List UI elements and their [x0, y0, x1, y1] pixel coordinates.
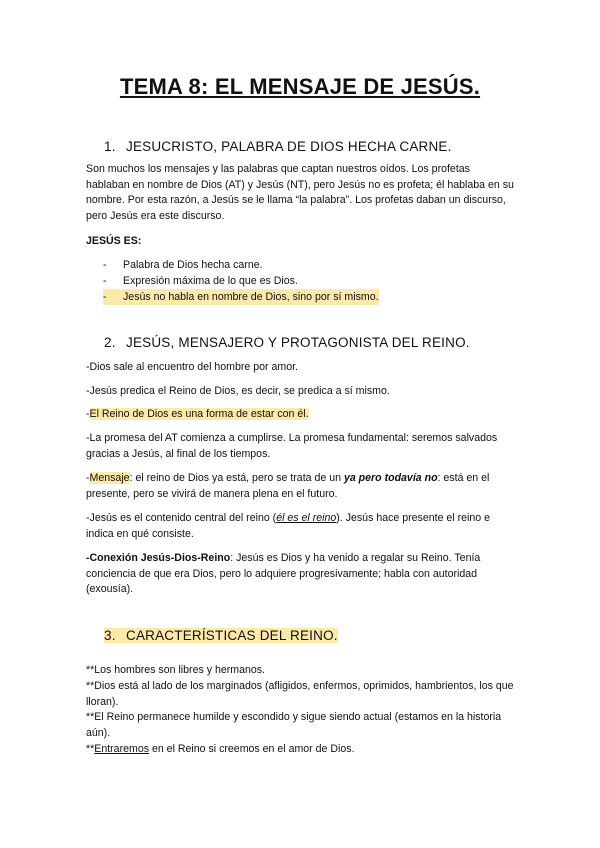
list-item: **El Reino permanece humilde y escondido y sigue siendo actual (estamos en la historia aún). — [86, 711, 502, 740]
list-item-highlighted: - Jesús no habla en nombre de Dios, sino por sí mismo. — [103, 291, 379, 303]
section-3-list — [86, 663, 516, 758]
section-2-heading-text: JESÚS, MENSAJERO Y PROTAGONISTA DEL REINO. — [126, 335, 470, 350]
section-2-line-2: -Jesús predica el Reino de Dios, es decir, se predica a sí mismo. — [86, 385, 390, 397]
section-2-line-3: -El Reino de Dios es una forma de estar con él. — [86, 408, 309, 420]
section-1-list — [103, 257, 513, 305]
list-item: - Palabra de Dios hecha carne. — [103, 259, 263, 271]
section-1-paragraph: Son muchos los mensajes y las palabras que captan nuestros oídos. Los profetas hablaban en nombre de Dios (AT) y Jesús (NT), pero Jesús no es profeta; él hablaba en su nombre. Por esta razón, a Jesús se le llama “la palabra”. Los profetas daban un discurso, pero Jesús era este discurso. — [86, 163, 514, 222]
list-item: **Entraremos en el Reino si creemos en el amor de Dios. — [86, 742, 355, 755]
section-2-line-6: -Jesús es el contenido central del reino (él es el reino). Jesús hace presente el reino e indica en qué consiste. — [86, 512, 490, 540]
section-2-line-7: -Conexión Jesús-Dios-Reino: Jesús es Dios y ha venido a regalar su Reino. Tenía conciencia de que era Dios, pero lo adquiere progresivamente; habla con autoridad (exousía). — [86, 552, 481, 595]
section-3-heading-highlight: 3. CARACTERÍSTICAS DEL REINO. — [104, 628, 338, 643]
highlighted-text: El Reino de Dios es una forma de estar con él. — [89, 408, 309, 420]
list-item: - Expresión máxima de lo que es Dios. — [103, 275, 298, 287]
section-2-line-4: -La promesa del AT comienza a cumplirse. La promesa fundamental: seremos salvados gracias a Jesús, al final de los tiempos. — [86, 432, 498, 460]
section-1-heading-text: JESUCRISTO, PALABRA DE DIOS HECHA CARNE. — [126, 139, 452, 154]
section-2-number: 2. — [104, 335, 116, 350]
list-item: **Los hombres son libres y hermanos. — [86, 664, 266, 676]
list-item: **Dios está al lado de los marginados (afligidos, enfermos, oprimidos, hambrientos, los que lloran). — [86, 679, 514, 708]
section-1-label: JESÚS ES: — [86, 235, 142, 247]
section-3-heading — [104, 628, 338, 643]
document-title: TEMA 8: EL MENSAJE DE JESÚS. — [119, 74, 481, 99]
section-2-line-5: -Mensaje: el reino de Dios ya está, pero se trata de un ya pero todavía no: está en el presente, pero se vivirá de manera plena en el futuro. — [86, 472, 490, 500]
highlighted-label: Mensaje — [89, 472, 130, 484]
section-1-heading — [104, 139, 452, 154]
section-1-number: 1. — [104, 139, 116, 154]
section-2-line-1: -Dios sale al encuentro del hombre por amor. — [86, 361, 298, 373]
section-2-heading — [104, 335, 470, 350]
